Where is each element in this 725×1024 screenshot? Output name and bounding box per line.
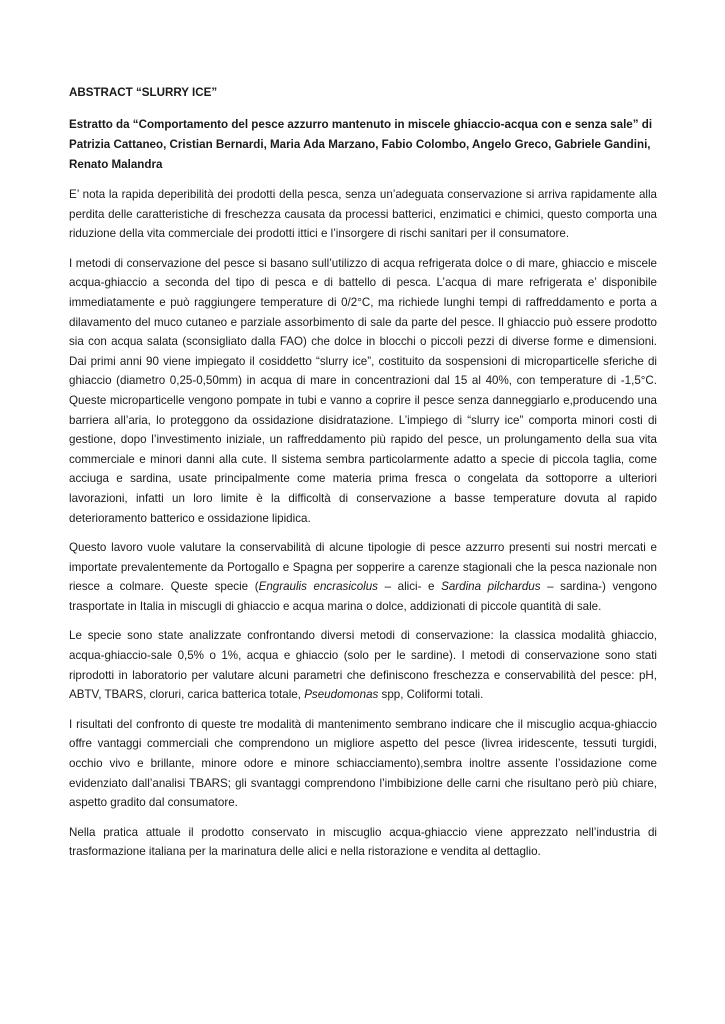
document-title: ABSTRACT “SLURRY ICE” xyxy=(69,86,218,99)
document-page xyxy=(69,84,657,872)
species-sardina: Sardina pilchardus xyxy=(441,580,541,594)
paragraph-3 xyxy=(69,538,657,616)
paragraph-4-text-b: spp, Coliformi totali. xyxy=(378,688,484,702)
paragraph-2: I metodi di conservazione del pesce si basano sull’utilizzo di acqua refrigerata dolce o di mare, ghiaccio e miscele acqua-ghiaccio a seconda del tipo di pesca e di battello di pesca. L’acqua di mare refrigerata e’ disponibile immediatamente e può raggiungere temperature di 0/2°C, ma richiede lunghi tempi di raffreddamento e porta a dilavamento del muco cutaneo e parziale assorbimento di sale da parte del pesce. Il ghiaccio può essere prodotto sia con acqua salata (sconsigliato dalla FAO) che dolce in blocchi o piccoli pezzi di diverse forme e dimensioni. Dai primi anni 90 viene impiegato il cosiddetto “slurry ice”, costituito da sospensioni di microparticelle sferiche di ghiaccio (diametro 0,25-0,50mm) in acqua di mare in concentrazioni dal 15 al 40%, con temperature di -1,5°C. Queste microparticelle vengono pompate in tubi e vanno a coprire il pesce senza danneggiarlo e,producendo una barriera all’aria, lo proteggono da ossidazione disidratazione. L’impiego di “slurry ice” comporta minori costi di gestione, dopo l’investimento iniziale, un raffreddamento più rapido del pesce, un prolungamento della sua vita commerciale e minori danni alla cute. Il sistema sembra particolarmente adatto a specie di piccola taglia, come acciuga e sardina, usate principalmente come materia prima fresca o congelata da sottoporre a ulteriori lavorazioni, infatti un loro limite è la difficoltà di conservazione a basse temperature dovuta al rapido deterioramento batterico e ossidazione lipidica. xyxy=(69,256,657,525)
paragraph-3-text-a: Questo lavoro vuole valutare la conservabilità di alcune tipologie di pesce azzurro presenti sui nostri mercati e importate prevalentemente da Portogallo e Spagna per sopperire a carenze stagionali che la pesca nazionale non riesce a colmare. Queste specie ( xyxy=(69,541,657,594)
species-engraulis: Engraulis encrasicolus xyxy=(258,580,378,594)
paragraph-4 xyxy=(69,626,657,704)
paragraph-5: I risultati del confronto di queste tre modalità di mantenimento sembrano indicare che il miscuglio acqua-ghiaccio offre vantaggi commerciali che comprendono un migliore aspetto del pesce (livrea iridescente, tessuti turgidi, occhio vivo e brillante, minore odore e minore schiacciamento),sembra inoltre assente l’ossidazione come evidenziato dall’analisi TBARS; gli svantaggi comprendono l’imbibizione delle carni che risultano però più chiare, aspetto gradito dal consumatore. xyxy=(69,717,657,810)
paragraph-4-text-a: Le specie sono state analizzate confrontando diversi metodi di conservazione: la classica modalità ghiaccio, acqua-ghiaccio-sale 0,5% o 1%, acqua e ghiaccio (solo per le sardine). I metodi di conservazione sono stati riprodotti in laboratorio per valutare alcuni parametri che definiscono freschezza e conservabilità del pesce: pH, ABTV, TBARS, cloruri, carica batterica totale, xyxy=(69,629,657,702)
paragraph-3-text-c: – sardina-) vengono trasportate in Italia in miscugli di ghiaccio e acqua marina o dolce, addizionati di piccole quantità di sale. xyxy=(69,580,657,613)
species-pseudomonas: Pseudomonas xyxy=(304,688,379,702)
article-header: Estratto da “Comportamento del pesce azzurro mantenuto in miscele ghiaccio-acqua con e senza sale” di Patrizia Cattaneo, Cristian Bernardi, Maria Ada Marzano, Fabio Colombo, Angelo Greco, Gabriele Gandini, Renato Malandra xyxy=(69,118,653,171)
paragraph-3-text-b: – alici- e xyxy=(377,580,442,594)
paragraph-6: Nella pratica attuale il prodotto conservato in miscuglio acqua-ghiaccio viene apprezzato nell’industria di trasformazione italiana per la marinatura delle alici e nella ristorazione e vendita al dettaglio. xyxy=(69,825,657,859)
paragraph-1: E’ nota la rapida deperibilità dei prodotti della pesca, senza un’adeguata conservazione si arriva rapidamente alla perdita delle caratteristiche di freschezza causata da processi batterici, enzimatici e chimici, questo comporta una riduzione della vita commerciale dei prodotti ittici e l’insorgere di rischi sanitari per il consumatore. xyxy=(69,188,657,241)
